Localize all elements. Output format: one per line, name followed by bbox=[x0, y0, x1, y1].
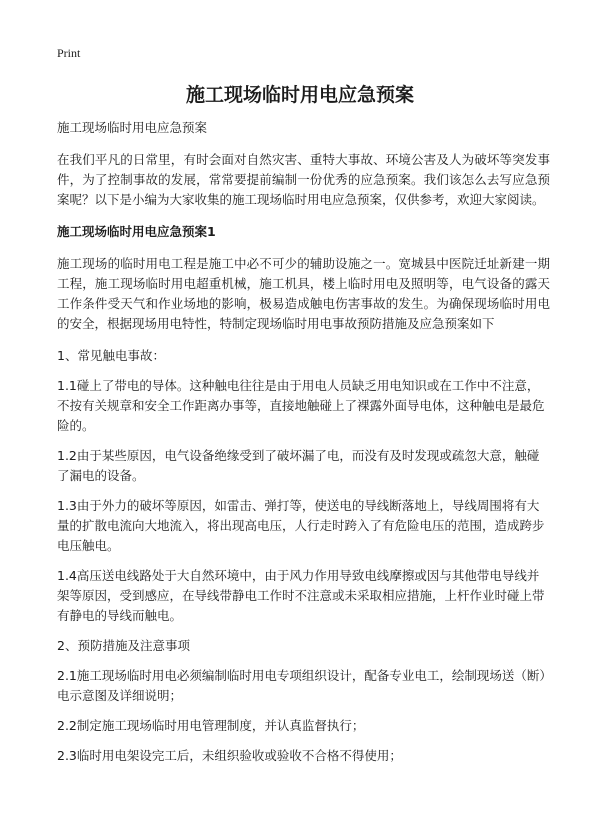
list-item: 1.3由于外力的破坏等原因，如雷击、弹打等，使送电的导线断落地上，导线周围将有大量的扩散电流向大地流入，将出现高电压，人行走时跨入了有危险电压的范围，造成跨步电压触电。 bbox=[57, 498, 545, 553]
document-title: 施工现场临时用电应急预案 bbox=[185, 84, 414, 106]
intro-paragraph: 在我们平凡的日常里，有时会面对自然灾害、重特大事故、环境公害及人为破坏等突发事件，为了控制事故的发展，常常要提前编制一份优秀的应急预案。我们该怎么去写应急预案呢？以下是小编为大家收集的施工现场临时用电应急预案，仅供参考，欢迎大家阅读。 bbox=[57, 152, 550, 207]
list-item: 2.3临时用电架设完工后，未组织验收或验收不合格不得使用； bbox=[57, 748, 402, 763]
section-heading: 施工现场临时用电应急预案1 bbox=[57, 224, 216, 239]
list-item: 1.1碰上了带电的导体。这种触电往往是由于用电人员缺乏用电知识或在工作中不注意，不按有关规章和安全工作距离办事等，直接地触碰上了裸露外面导电体，这种触电是最危险的。 bbox=[57, 378, 545, 433]
list-item: 2.1施工现场临时用电必须编制临时用电专项组织设计，配备专业电工，绘制现场送（断）电示意图及详细说明； bbox=[57, 668, 546, 703]
list-item: 2、预防措施及注意事项 bbox=[57, 638, 190, 653]
list-item: 1.2由于某些原因，电气设备绝缘受到了破坏漏了电，而没有及时发现或疏忽大意，触碰了漏电的设备。 bbox=[57, 448, 540, 483]
section-paragraph: 施工现场的临时用电工程是施工中必不可少的辅助设施之一。宽城县中医院迁址新建一期工程，施工现场临时用电超重机械，施工机具，楼上临时用电及照明等，电气设备的露天工作条件受天气和作业场地的影响，极易造成触电伤害事故的发生。为确保现场临时用电的安全，根据现场用电特性，特制定现场临时用电事故预防措施及应急预案如下 bbox=[57, 256, 550, 331]
print-label[interactable]: Print bbox=[57, 46, 81, 60]
list-item: 1、常见触电事故： bbox=[57, 348, 165, 363]
document-body bbox=[57, 118, 550, 776]
list-item: 1.4高压送电线路处于大自然环境中，由于风力作用导致电线摩擦或因与其他带电导线并架等原因，受到感应，在导线带静电工作时不注意或未采取相应措施，上杆作业时碰上带有静电的导线而触电。 bbox=[57, 568, 545, 623]
list-item: 2.2制定施工现场临时用电管理制度，并认真监督执行； bbox=[57, 718, 365, 733]
document-subtitle: 施工现场临时用电应急预案 bbox=[57, 120, 208, 135]
